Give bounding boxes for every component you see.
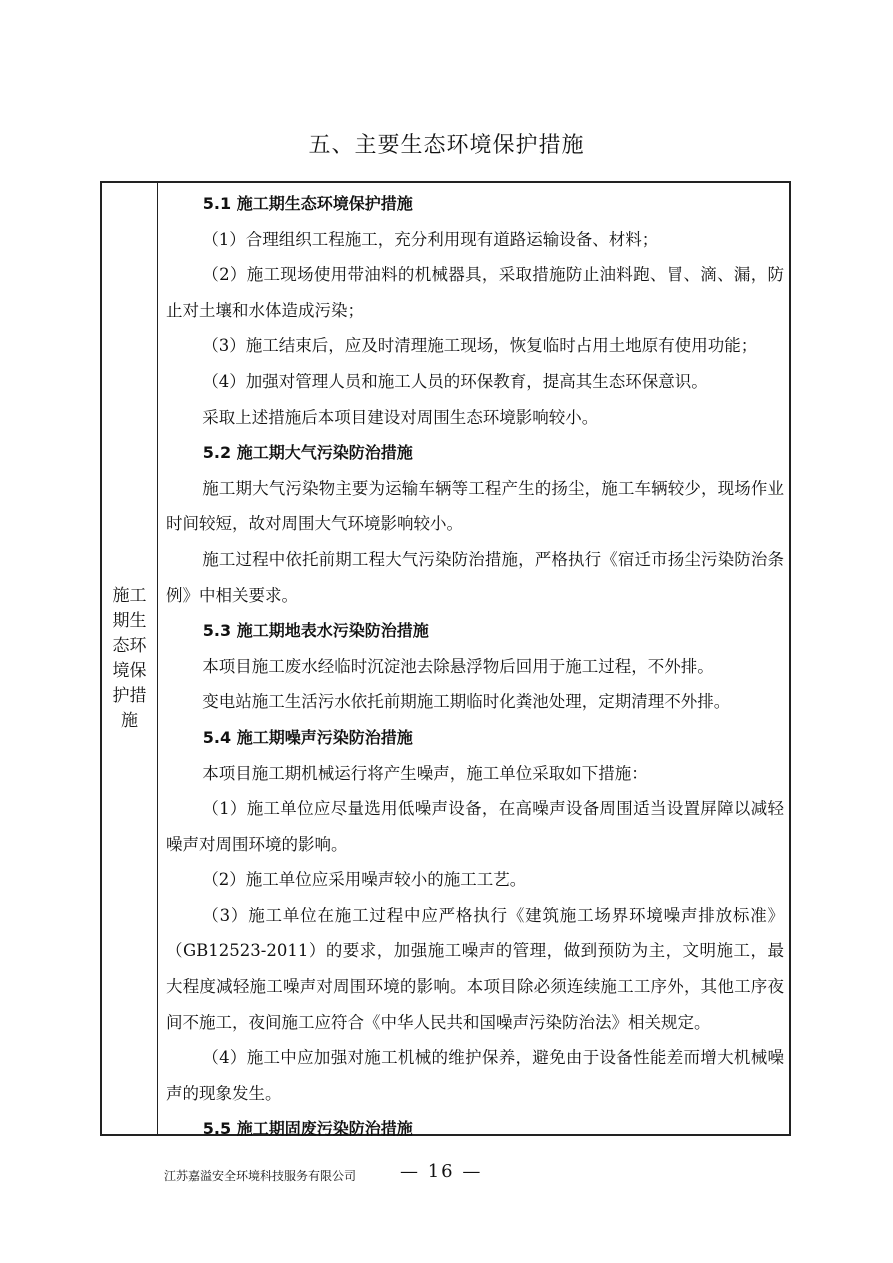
category-cell [102,183,157,1134]
paragraph: 采取上述措施后本项目建设对周围生态环境影响较小。 [202,407,599,427]
paragraph: （1）施工单位应尽量选用低噪声设备，在高噪声设备周围适当设置屏障以减轻噪声对周围环境的影响。 [166,799,784,854]
section-heading: 5.5 施工期固废污染防治措施 [202,1119,413,1139]
paragraph: （4）加强对管理人员和施工人员的环保教育，提高其生态环保意识。 [202,371,708,391]
section-heading: 5.2 施工期大气污染防治措施 [202,443,413,463]
category-label: 施工期生态环境保护措施 [112,585,147,731]
footer-company: 江苏嘉溢安全环境科技服务有限公司 [164,1169,357,1183]
paragraph: 本项目施工期机械运行将产生噪声，施工单位采取如下措施： [202,763,648,783]
paragraph: （4）施工中应加强对施工机械的维护保养，避免由于设备性能差而增大机械噪声的现象发生。 [166,1048,784,1103]
paragraph: （3）施工结束后，应及时清理施工现场，恢复临时占用土地原有使用功能； [202,336,758,356]
measures-content [166,186,784,1147]
paragraph: （1）合理组织工程施工，充分利用现有道路运输设备、材料； [202,229,659,249]
section-heading: 5.3 施工期地表水污染防治措施 [202,621,429,641]
column-divider [157,183,158,1134]
page-title: 五、主要生态环境保护措施 [308,133,585,158]
paragraph: （2）施工单位应采用噪声较小的施工工艺。 [202,870,527,890]
paragraph: （3）施工单位在施工过程中应严格执行《建筑施工场界环境噪声排放标准》（GB12523-2011）的要求，加强施工噪声的管理，做到预防为主，文明施工，最大程度减轻施工噪声对周围环境的影响。本项目除必须连续施工工序外，其他工序夜间不施工，夜间施工应符合《中华人民共和国噪声污染防治法》相关规定。 [166,905,784,1032]
paragraph: 施工期大气污染物主要为运输车辆等工程产生的扬尘，施工车辆较少，现场作业时间较短，故对周围大气环境影响较小。 [166,478,784,534]
section-heading: 5.1 施工期生态环境保护措施 [202,194,413,213]
paragraph: （2）施工现场使用带油料的机械器具，采取措施防止油料跑、冒、滴、漏，防止对土壤和水体造成污染； [166,265,784,320]
page-number: — 16 — [400,1161,483,1182]
paragraph: 本项目施工废水经临时沉淀池去除悬浮物后回用于施工过程，不外排。 [202,656,714,676]
measures-table [100,181,791,1139]
paragraph: 施工过程中依托前期工程大气污染防治措施，严格执行《宿迁市扬尘污染防治条例》中相关要求。 [166,549,784,605]
section-heading: 5.4 施工期噪声污染防治措施 [202,727,413,747]
paragraph: 变电站施工生活污水依托前期施工期临时化粪池处理，定期清理不外排。 [202,692,731,712]
